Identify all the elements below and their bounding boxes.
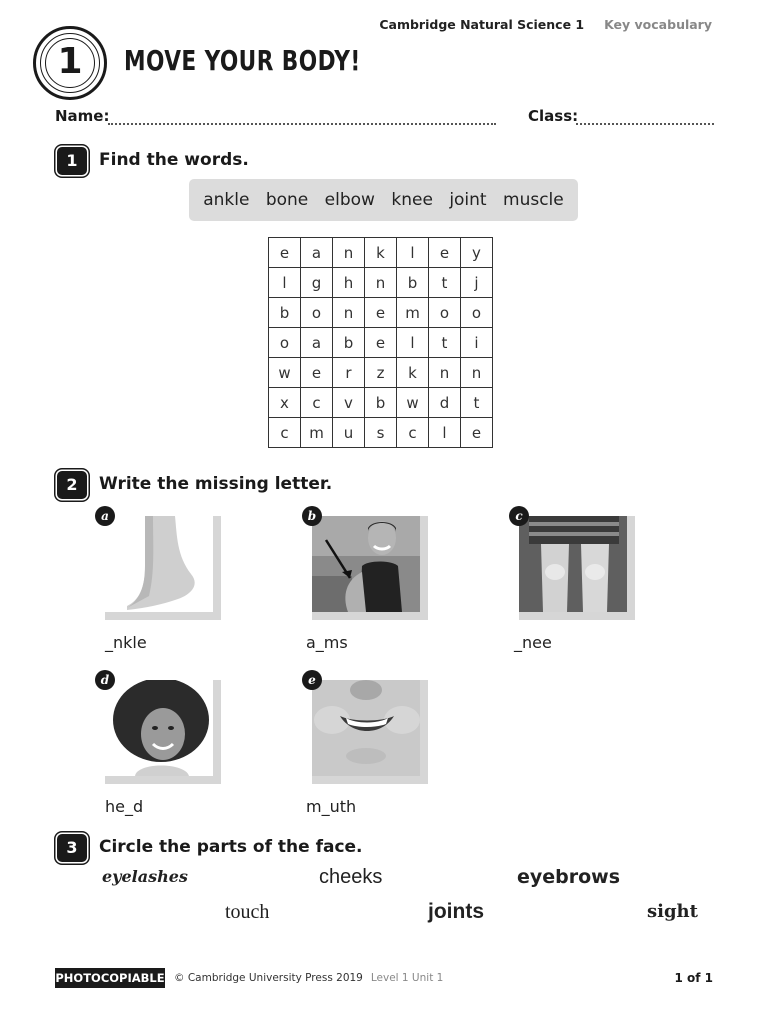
copyright-text: © Cambridge University Press 2019 (174, 972, 363, 984)
class-field[interactable] (576, 123, 714, 125)
grid-cell[interactable]: e (269, 238, 301, 268)
grid-cell[interactable]: s (365, 418, 397, 448)
item-tag: c (509, 506, 529, 526)
level-unit-text: Level 1 Unit 1 (370, 972, 444, 984)
name-field[interactable] (108, 123, 496, 125)
grid-cell[interactable]: o (269, 328, 301, 358)
grid-cell[interactable]: k (397, 358, 429, 388)
exercise-3-title: Circle the parts of the face. (99, 837, 363, 857)
photocopiable-badge: PHOTOCOPIABLE (55, 968, 165, 988)
photo-card-knee (515, 509, 635, 620)
photo-card-mouth (308, 673, 428, 784)
item-tag: a (95, 506, 115, 526)
exercise-2-title: Write the missing letter. (99, 474, 333, 494)
grid-cell[interactable]: t (429, 328, 461, 358)
exercise-1-title: Find the words. (99, 150, 249, 170)
knee-photo (519, 516, 627, 612)
grid-cell[interactable]: t (429, 268, 461, 298)
grid-cell[interactable]: o (301, 298, 333, 328)
grid-cell[interactable]: u (333, 418, 365, 448)
arms-photo (312, 516, 420, 612)
face-word-option[interactable]: touch (225, 901, 270, 923)
grid-cell[interactable]: c (301, 388, 333, 418)
grid-cell[interactable]: m (301, 418, 333, 448)
header-book-info (379, 17, 712, 32)
grid-cell[interactable]: l (269, 268, 301, 298)
photo-card-arms (307, 509, 428, 620)
item-tag: e (302, 670, 322, 690)
item-caption: a_ms (306, 633, 348, 652)
grid-row (269, 268, 493, 298)
grid-cell[interactable]: o (461, 298, 493, 328)
item-tag: b (302, 506, 322, 526)
grid-cell[interactable]: v (333, 388, 365, 418)
unit-badge (33, 26, 107, 100)
grid-row (269, 358, 493, 388)
grid-cell[interactable]: n (429, 358, 461, 388)
photo-card-ankle (101, 509, 221, 620)
grid-cell[interactable]: e (429, 238, 461, 268)
face-word-option[interactable]: eyebrows (517, 866, 621, 888)
grid-cell[interactable]: a (301, 328, 333, 358)
grid-cell[interactable]: e (301, 358, 333, 388)
face-word-option[interactable]: joints (428, 900, 484, 923)
grid-cell[interactable]: j (461, 268, 493, 298)
grid-cell[interactable]: e (461, 418, 493, 448)
ankle-photo (105, 516, 213, 612)
grid-cell[interactable]: w (269, 358, 301, 388)
word-bank (189, 179, 578, 221)
footer-copyright (174, 972, 443, 984)
grid-cell[interactable]: n (365, 268, 397, 298)
grid-cell[interactable]: i (461, 328, 493, 358)
grid-cell[interactable]: c (269, 418, 301, 448)
grid-cell[interactable]: b (269, 298, 301, 328)
grid-cell[interactable]: a (301, 238, 333, 268)
grid-cell[interactable]: y (461, 238, 493, 268)
grid-cell[interactable]: k (365, 238, 397, 268)
grid-row (269, 418, 493, 448)
section-label: Key vocabulary (604, 17, 712, 32)
grid-cell[interactable]: o (429, 298, 461, 328)
grid-cell[interactable]: n (333, 298, 365, 328)
item-caption: he_d (105, 797, 144, 816)
class-label: Class: (528, 107, 579, 125)
grid-row (269, 298, 493, 328)
word-bank-item: bone (265, 190, 309, 210)
exercise-3-number: 3 (57, 834, 87, 862)
photo-card-head (100, 673, 221, 784)
face-word-option[interactable]: sight (647, 901, 698, 922)
grid-cell[interactable]: g (301, 268, 333, 298)
exercise-1-number: 1 (57, 147, 87, 175)
grid-cell[interactable]: l (429, 418, 461, 448)
word-bank-item: muscle (503, 190, 564, 210)
grid-cell[interactable]: l (397, 238, 429, 268)
grid-cell[interactable]: l (397, 328, 429, 358)
word-bank-item: elbow (324, 190, 375, 210)
head-photo (105, 680, 213, 776)
face-word-option[interactable]: eyelashes (102, 867, 188, 886)
exercise-2-number: 2 (57, 471, 87, 499)
grid-cell[interactable]: n (461, 358, 493, 388)
grid-cell[interactable]: d (429, 388, 461, 418)
grid-cell[interactable]: c (397, 418, 429, 448)
word-bank-item: knee (391, 190, 433, 210)
grid-row (269, 388, 493, 418)
name-label: Name: (55, 107, 110, 125)
grid-cell[interactable]: t (461, 388, 493, 418)
grid-cell[interactable]: x (269, 388, 301, 418)
grid-cell[interactable]: e (365, 328, 397, 358)
grid-cell[interactable]: r (333, 358, 365, 388)
page-number: 1 of 1 (674, 971, 713, 985)
grid-cell[interactable]: z (365, 358, 397, 388)
item-caption: _nee (514, 633, 552, 652)
grid-row (269, 328, 493, 358)
item-tag: d (95, 670, 115, 690)
grid-cell[interactable]: w (397, 388, 429, 418)
grid-cell[interactable]: m (397, 298, 429, 328)
grid-cell[interactable]: e (365, 298, 397, 328)
word-search-grid (268, 237, 493, 448)
word-bank-item: joint (449, 190, 487, 210)
grid-cell[interactable]: n (333, 238, 365, 268)
book-title: Cambridge Natural Science 1 (379, 17, 585, 32)
mouth-photo (312, 680, 420, 776)
unit-title: MOVE YOUR BODY! (124, 44, 361, 77)
unit-number: 1 (57, 41, 83, 82)
grid-cell[interactable]: b (365, 388, 397, 418)
grid-cell[interactable]: b (333, 328, 365, 358)
word-bank-item: ankle (203, 190, 250, 210)
face-word-option[interactable]: cheeks (319, 866, 383, 888)
item-caption: m_uth (306, 797, 357, 816)
grid-row (269, 238, 493, 268)
item-caption: _nkle (105, 633, 147, 652)
grid-cell[interactable]: b (397, 268, 429, 298)
grid-cell[interactable]: h (333, 268, 365, 298)
